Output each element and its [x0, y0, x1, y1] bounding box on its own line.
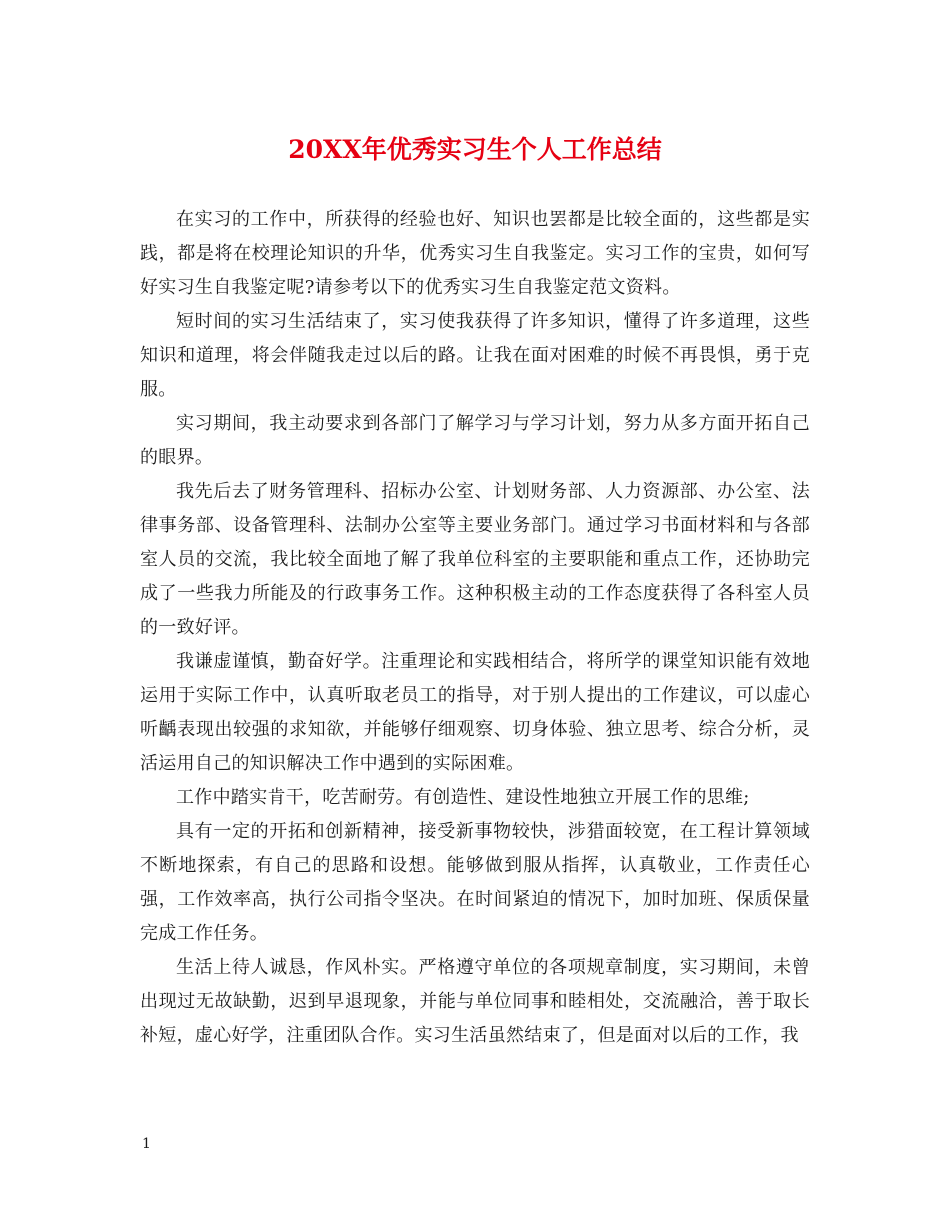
- paragraph-4: 我先后去了财务管理科、招标办公室、计划财务部、人力资源部、办公室、法律事务部、设备管理科、法制办公室等主要业务部门。通过学习书面材料和与各部室人员的交流，我比较全面地了解了我单位科室的主要职能和重点工作，还协助完成了一些我力所能及的行政事务工作。这种积极主动的工作态度获得了各科室人员的一致好评。: [140, 481, 810, 638]
- document-title: 20XX年优秀实习生个人工作总结: [288, 135, 662, 164]
- paragraph-3: 实习期间，我主动要求到各部门了解学习与学习计划，努力从多方面开拓自己的眼界。: [140, 413, 810, 468]
- page-number: 1: [142, 1136, 151, 1152]
- paragraph-5: 我谦虚谨慎，勤奋好学。注重理论和实践相结合，将所学的课堂知识能有效地运用于实际工作中，认真听取老员工的指导，对于别人提出的工作建议，可以虚心听齲表现出较强的求知欲，并能够仔细观察、切身体验、独立思考、综合分析，灵活运用自己的知识解决工作中遇到的实际困难。: [140, 651, 810, 774]
- paragraph-7: 具有一定的开拓和创新精神，接受新事物较快，涉猎面较宽，在工程计算领域不断地探索，有自己的思路和设想。能够做到服从指挥，认真敬业，工作责任心强，工作效率高，执行公司指令坚决。在时间紧迫的情况下，加时加班、保质保量完成工作任务。: [140, 821, 810, 944]
- paragraph-6: 工作中踏实肯干，吃苦耐劳。有创造性、建设性地独立开展工作的思维;: [176, 787, 750, 808]
- paragraph-1: 在实习的工作中，所获得的经验也好、知识也罢都是比较全面的，这些都是实践，都是将在校理论知识的升华，优秀实习生自我鉴定。实习工作的宝贵，如何写好实习生自我鉴定呢?请参考以下的优秀实习生自我鉴定范文资料。: [140, 209, 810, 298]
- paragraph-8: 生活上待人诚恳，作风朴实。严格遵守单位的各项规章制度，实习期间，未曾出现过无故缺勤，迟到早退现象，并能与单位同事和睦相处，交流融洽，善于取长补短，虚心好学，注重团队合作。实习生活虽然结束了，但是面对以后的工作，我: [140, 957, 810, 1046]
- paragraph-2: 短时间的实习生活结束了，实习使我获得了许多知识，懂得了许多道理，这些知识和道理，将会伴随我走过以后的路。让我在面对困难的时候不再畏惧，勇于克服。: [140, 311, 810, 400]
- document-body: [140, 203, 810, 1053]
